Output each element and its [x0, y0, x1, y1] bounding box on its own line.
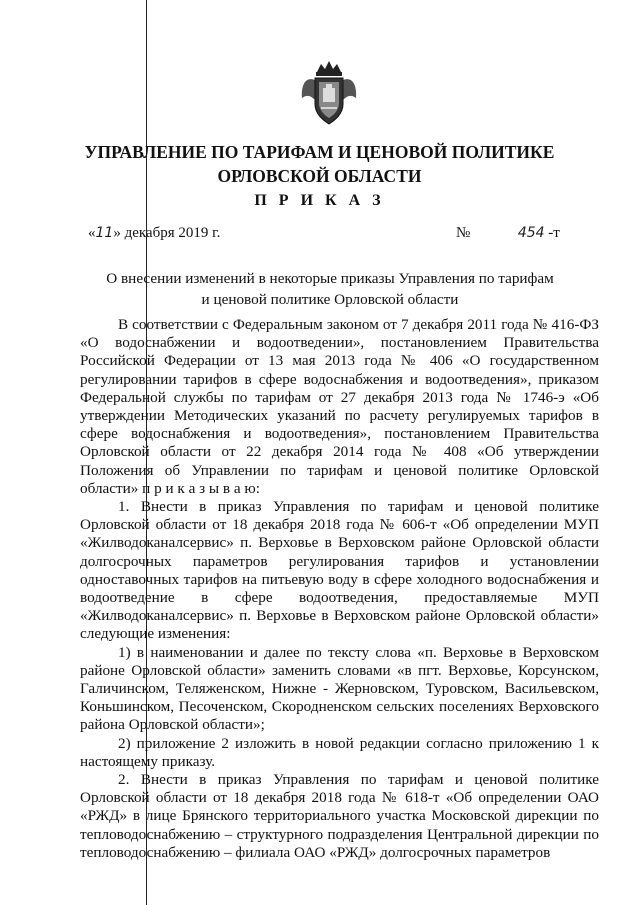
order-date [88, 225, 220, 242]
order-subject [60, 268, 600, 310]
org-name-line1: УПРАВЛЕНИЕ ПО ТАРИФАМ И ЦЕНОВОЙ ПОЛИТИКЕ [84, 142, 555, 162]
number-label: № [456, 225, 471, 241]
body-paragraph-preamble: В соответствии с Федеральным законом от 7 декабря 2011 года № 416-ФЗ «О водоснабжении и водоотведении», постановлением Правительства Российской Федерации от 13 мая 2013 года № 406 «О государственном регулировании тарифов в сфере водоснабжения и водоотведения», приказом Федеральной службы по тарифам от 27 декабря 2013 года № 1746-э «Об утверждении Методических указаний по расчету регулируемых тарифов в сфере водоснабжения и водоотведения», постановлением Правительства Орловской области от 22 декабря 2014 года № 408 «Об утверждении Положения об Управлении по тарифам и ценовой политике Орловской области» п р и к а з ы в а ю: [80, 316, 599, 497]
order-body [80, 316, 599, 862]
number-suffix: -т [548, 225, 560, 241]
coat-of-arms-icon [299, 58, 359, 128]
date-prefix: « [88, 225, 96, 241]
org-name-line2: ОРЛОВСКОЙ ОБЛАСТИ [217, 166, 422, 186]
subject-line2: и ценовой политике Орловской области [201, 291, 459, 308]
body-paragraph-item1-sub2: 2) приложение 2 изложить в новой редакции согласно приложению 1 к настоящему приказу. [80, 734, 599, 770]
date-suffix: » декабря 2019 г. [113, 225, 221, 241]
body-paragraph-item1-sub1: 1) в наименовании и далее по тексту слова «п. Верховье в Верховском районе Орловской области» заменить словами «в пгт. Верховье, Корсунском, Галичинском, Теляженском, Нижне - Жерновском, Туровском, Васильевском, Коньшинском, Песоченском, Скородненском сельских поселениях Верховского района Орловской области»; [80, 643, 599, 734]
number-value-handwritten: 454 [517, 225, 545, 241]
subject-line1: О внесении изменений в некоторые приказы Управления по тарифам [106, 270, 554, 287]
date-day-handwritten: 11 [95, 225, 114, 241]
order-number [456, 225, 560, 242]
document-type-title: П Р И К А З [254, 192, 385, 209]
body-paragraph-item2: 2. Внести в приказ Управления по тарифам и ценовой политике Орловской области от 18 декабря 2018 года № 618-т «Об определении ОАО «РЖД» в лице Брянского территориального участка Московской дирекции по тепловодоснабжению – структурного подразделения Центральной дирекции по тепловодоснабжению – филиала ОАО «РЖД» долгосрочных параметров [80, 771, 599, 861]
body-paragraph-item1: 1. Внести в приказ Управления по тарифам и ценовой политике Орловской области от 18 декабря 2018 года № 606-т «Об определении МУП «Жилводоканалсервис» п. Верховье в Верховском районе Орловской области долгосрочных параметров регулирования тарифов и установлении одноставочных тарифов на питьевую воду в сфере холодного водоснабжения и водоотведение в сфере водоотведения, предоставляемые МУП «Жилводоканалсервис» п. Верховье в Верховском районе Орловской области» следующие изменения: [80, 498, 599, 643]
